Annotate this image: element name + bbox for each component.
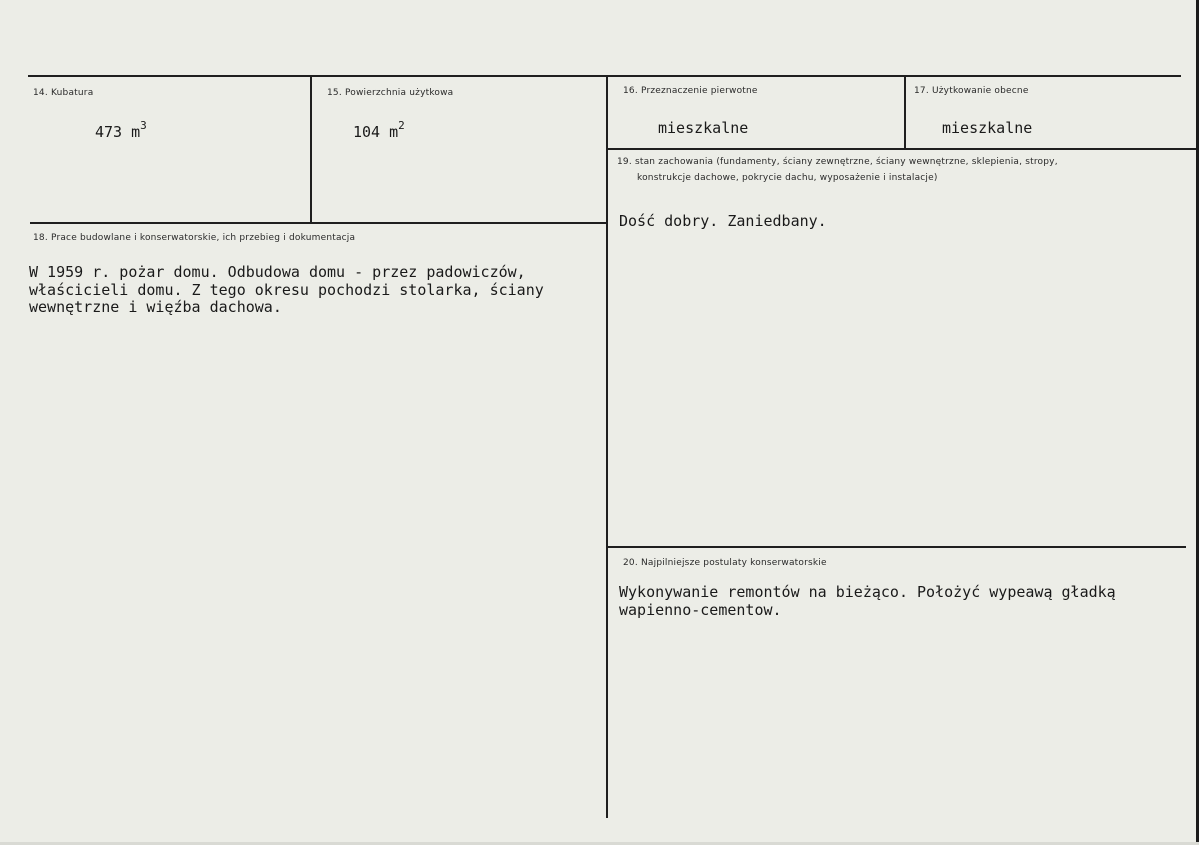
field-15-number: 104 m [353,123,399,141]
top-rule [28,75,1181,77]
divider-14-15 [310,76,312,222]
field-18-line-3: wewnętrzne i więźba dachowa. [29,298,282,316]
field-17-label: 17. Użytkowanie obecne [914,86,1029,96]
rule-under-16-17 [607,148,1197,150]
field-19-value: Dość dobry. Zaniedbany. [619,212,827,230]
field-15-exponent: 2 [398,119,405,132]
rule-above-20 [607,546,1186,548]
field-18-label: 18. Prace budowlane i konserwatorskie, ich przebieg i dokumentacja [33,233,356,243]
field-19-label-line-2: konstrukcje dachowe, pokrycie dachu, wyposażenie i instalacje) [637,173,938,183]
field-16-value: mieszkalne [658,119,749,137]
field-14-exponent: 3 [140,119,147,132]
field-19-label-line-1: 19. stan zachowania (fundamenty, ściany zewnętrzne, ściany wewnętrzne, sklepienia, stropy, [617,157,1058,167]
field-17-value: mieszkalne [942,119,1033,137]
field-14-value [95,118,147,142]
field-20-line-1: Wykonywanie remontów na bieżąco. Położyć wypeawą gładką [619,583,1116,601]
field-15-value [353,118,405,142]
field-18-line-1: W 1959 r. pożar domu. Odbudowa domu - przez padowiczów, [29,263,526,281]
divider-16-17 [904,76,906,148]
center-divider [606,76,608,818]
field-20-label: 20. Najpilniejsze postulaty konserwatorskie [623,558,827,568]
field-14-label: 14. Kubatura [33,88,94,98]
field-16-label: 16. Przeznaczenie pierwotne [623,86,758,96]
field-14-number: 473 m [95,123,141,141]
field-15-label: 15. Powierzchnia użytkowa [327,88,454,98]
field-18-line-2: właścicieli domu. Z tego okresu pochodzi stolarka, ściany [29,281,544,299]
field-20-line-2: wapienno-cementow. [619,601,782,619]
rule-under-14-15 [30,222,607,224]
